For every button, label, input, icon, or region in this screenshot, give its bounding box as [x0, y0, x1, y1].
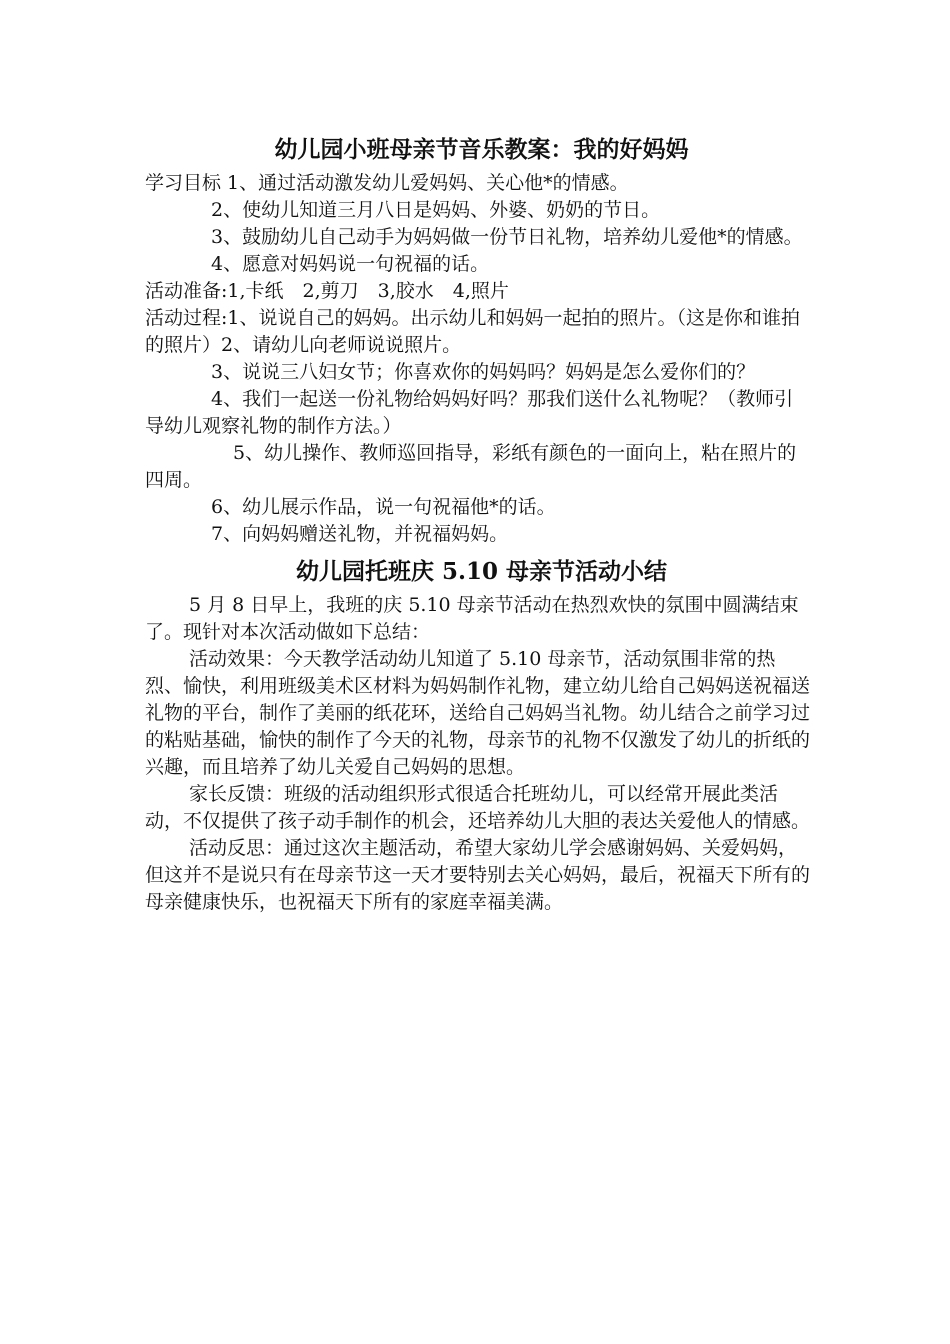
summary-title: 幼儿园托班庆 5.10 母亲节活动小结 — [295, 558, 668, 585]
process-step-4: 4、我们一起送一份礼物给妈妈好吗？那我们送什么礼物呢？（教师引导幼儿观察礼物的制作方法。） — [145, 388, 794, 437]
summary-feedback: 家长反馈：班级的活动组织形式很适合托班幼儿，可以经常开展此类活动，不仅提供了孩子动手制作的机会，还培养幼儿大胆的表达关爱他人的情感。 — [145, 783, 811, 832]
objective-4: 4、愿意对妈妈说一句祝福的话。 — [211, 253, 490, 275]
process-step-5: 5、幼儿操作、教师巡回指导，彩纸有颜色的一面向上，粘在照片的四周。 — [145, 442, 797, 491]
objective-3: 3、鼓励幼儿自己动手为妈妈做一份节日礼物，培养幼儿爱他*的情感。 — [211, 226, 803, 248]
summary-intro: 5 月 8 日早上，我班的庆 5.10 母亲节活动在热烈欢快的氛围中圆满结束了。现针对本次活动做如下总结： — [145, 594, 799, 643]
objective-1: 学习目标 1、通过活动激发幼儿爱妈妈、关心他*的情感。 — [145, 172, 629, 194]
process-step-1: 活动过程:1、说说自己的妈妈。出示幼儿和妈妈一起拍的照片。（这是你和谁拍的照片）2、请幼儿向老师说说照片。 — [145, 307, 800, 356]
process-step-7: 7、向妈妈赠送礼物，并祝福妈妈。 — [211, 523, 509, 545]
lesson-title: 幼儿园小班母亲节音乐教案：我的好妈妈 — [274, 136, 689, 163]
process-step-6: 6、幼儿展示作品，说一句祝福他*的话。 — [211, 496, 556, 518]
summary-effect: 活动效果：今天教学活动幼儿知道了 5.10 母亲节，活动氛围非常的热烈、愉快，利用班级美术区材料为妈妈制作礼物，建立幼儿给自己妈妈送祝福送礼物的平台，制作了美丽的纸花环，送给自己妈妈当礼物。幼儿结合之前学习过的粘贴基础，愉快的制作了今天的礼物，母亲节的礼物不仅激发了幼儿的折纸的兴趣，而且培养了幼儿关爱自己妈妈的思想。 — [145, 648, 811, 778]
process-step-3: 3、说说三八妇女节；你喜欢你的妈妈吗？妈妈是怎么爱你们的？ — [211, 361, 756, 383]
preparation: 活动准备:1,卡纸 2,剪刀 3,胶水 4,照片 — [145, 280, 509, 302]
objective-2: 2、使幼儿知道三月八日是妈妈、外婆、奶奶的节日。 — [211, 199, 661, 221]
summary-reflection: 活动反思：通过这次主题活动，希望大家幼儿学会感谢妈妈、关爱妈妈，但这并不是说只有在母亲节这一天才要特别去关心妈妈，最后，祝福天下所有的母亲健康快乐，也祝福天下所有的家庭幸福美满。 — [145, 837, 811, 913]
document-page — [145, 130, 810, 916]
